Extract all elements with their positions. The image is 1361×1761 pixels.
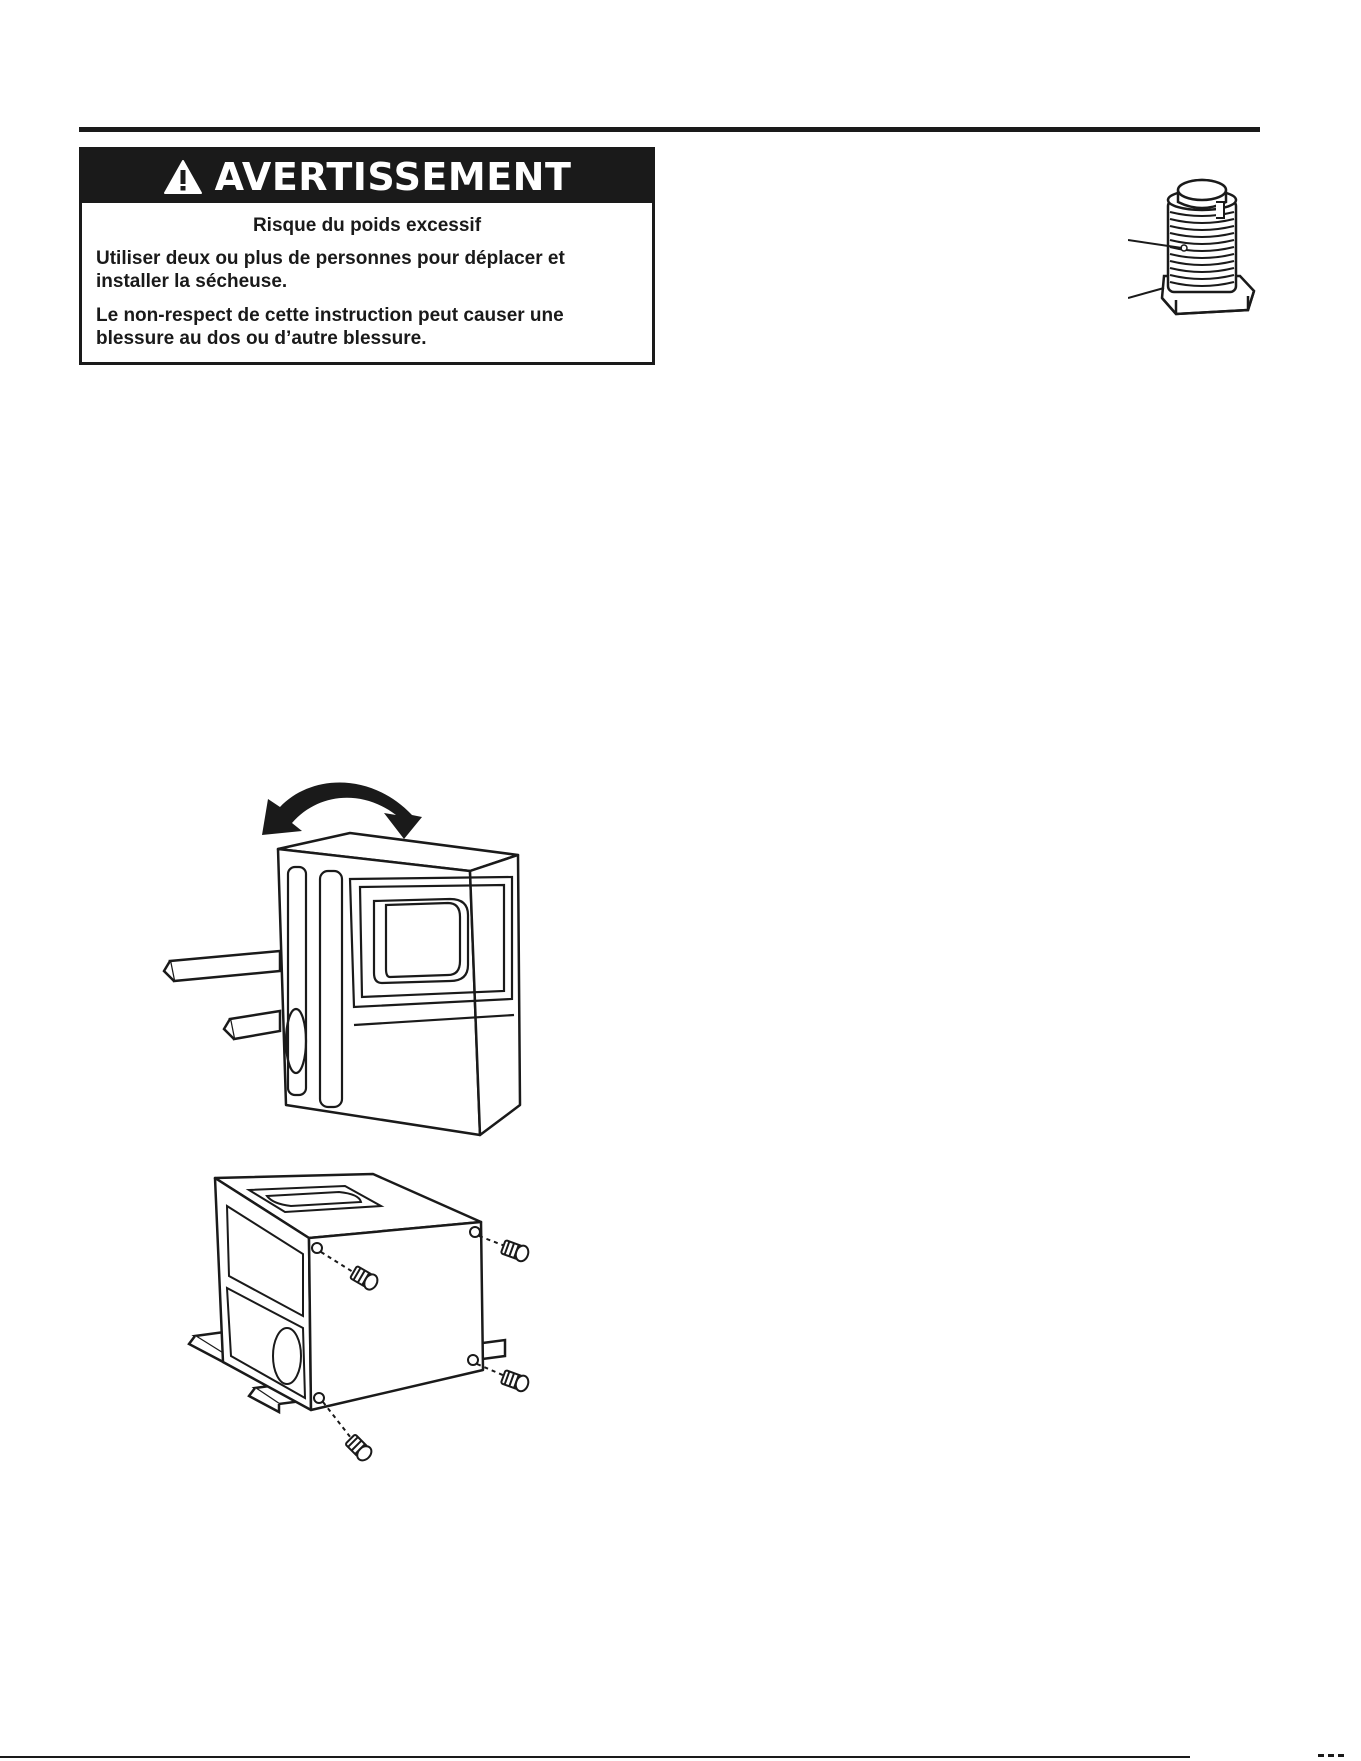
dryer-leg-installation-illustration: [175, 1172, 545, 1472]
warning-title: AVERTISSEMENT: [214, 154, 572, 199]
warning-consequence: Le non-respect de cette instruction peut causer une blessure au dos ou d’autre blessure.: [96, 305, 564, 349]
warning-header: [82, 150, 652, 203]
dryer-tipping-illustration: [150, 775, 530, 1145]
warning-instruction: Utiliser deux ou plus de personnes pour déplacer et installer la sécheuse.: [96, 248, 565, 292]
print-registration-marks: [1318, 1753, 1348, 1759]
warning-body: [82, 203, 652, 350]
leveling-leg-illustration: [1128, 178, 1258, 328]
bottom-rule: [0, 1756, 1190, 1758]
warning-box: [79, 147, 655, 365]
warning-triangle-icon: [163, 159, 203, 195]
warning-subtitle: Risque du poids excessif: [252, 215, 482, 236]
top-rule: [79, 127, 1260, 132]
